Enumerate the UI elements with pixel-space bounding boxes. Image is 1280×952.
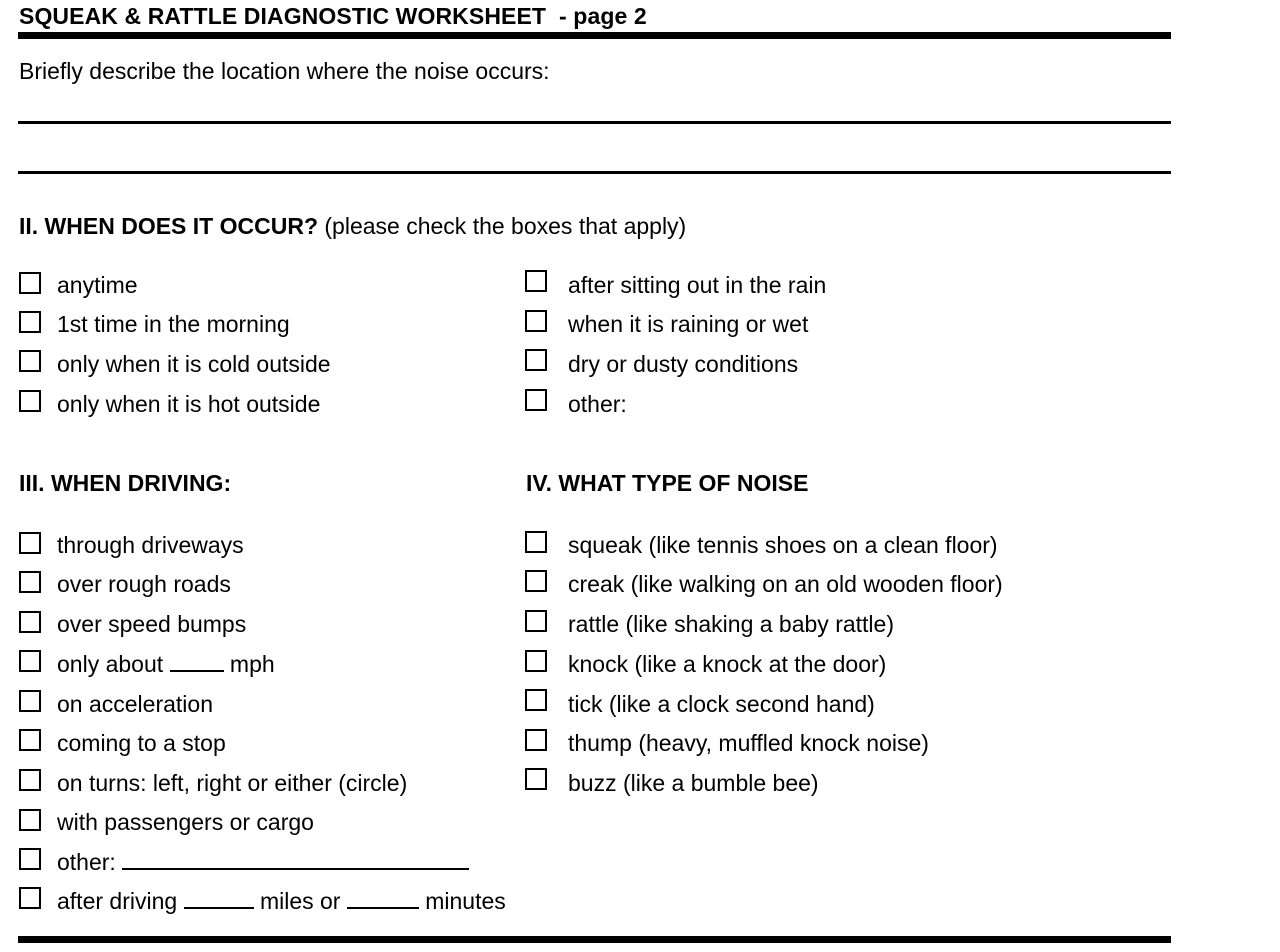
noise-type-title: IV. WHAT TYPE OF NOISE: [526, 470, 809, 496]
option-label: squeak (like tennis shoes on a clean floor): [568, 532, 998, 558]
driving-other-label: other:: [57, 849, 116, 875]
checkbox-acceleration[interactable]: [19, 690, 41, 712]
checkbox-passengers-cargo[interactable]: [19, 809, 41, 831]
option-label: coming to a stop: [57, 730, 226, 756]
checkbox-thump[interactable]: [525, 729, 547, 751]
checkbox-cold-outside[interactable]: [19, 350, 41, 372]
option-label: dry or dusty conditions: [568, 351, 799, 377]
checkbox-coming-to-stop[interactable]: [19, 729, 41, 751]
checkbox-buzz[interactable]: [525, 768, 547, 790]
checkbox-only-about-speed[interactable]: [19, 650, 41, 672]
section-noise-type-heading: [526, 470, 808, 497]
page-title: SQUEAK & RATTLE DIAGNOSTIC WORKSHEET - page 2: [19, 3, 647, 29]
option-label: with passengers or cargo: [57, 809, 314, 835]
driving-other-option: [57, 848, 469, 876]
option-label: on acceleration: [57, 691, 213, 717]
checkbox-squeak[interactable]: [525, 531, 547, 553]
option-label: through driveways: [57, 532, 244, 558]
checkbox-dry-dusty[interactable]: [525, 349, 547, 371]
speed-option: [57, 650, 275, 678]
checkbox-driveways[interactable]: [19, 532, 41, 554]
speed-blank[interactable]: [170, 650, 224, 672]
when-driving-title: III. WHEN DRIVING:: [19, 470, 232, 496]
checkbox-hot-outside[interactable]: [19, 390, 41, 412]
option-label: only when it is hot outside: [57, 391, 321, 417]
checkbox-raining-wet[interactable]: [525, 310, 547, 332]
when-occur-title: II. WHEN DOES IT OCCUR?: [19, 213, 318, 239]
driving-other-blank[interactable]: [122, 848, 469, 870]
checkbox-speed-bumps[interactable]: [19, 611, 41, 633]
option-label: over speed bumps: [57, 611, 247, 637]
location-line-2[interactable]: [18, 171, 1171, 174]
after-driving-middle: miles or: [259, 888, 341, 914]
option-label: when it is raining or wet: [568, 311, 809, 337]
speed-suffix: mph: [229, 651, 275, 677]
footer-rule: [18, 936, 1171, 943]
checkbox-rough-roads[interactable]: [19, 571, 41, 593]
option-label: creak (like walking on an old wooden floor): [568, 571, 1003, 597]
header-rule: [18, 32, 1171, 39]
checkbox-tick[interactable]: [525, 689, 547, 711]
after-driving-option: [57, 887, 506, 915]
option-label: over rough roads: [57, 571, 231, 597]
speed-prefix: only about: [57, 651, 164, 677]
checkbox-anytime[interactable]: [19, 272, 41, 294]
option-label: buzz (like a bumble bee): [568, 770, 819, 796]
option-label: anytime: [57, 272, 138, 298]
checkbox-knock[interactable]: [525, 650, 547, 672]
option-label: on turns: left, right or either (circle): [57, 770, 408, 796]
checkbox-creak[interactable]: [525, 570, 547, 592]
option-label: only when it is cold outside: [57, 351, 331, 377]
when-occur-note: (please check the boxes that apply): [324, 213, 687, 239]
checkbox-after-driving[interactable]: [19, 887, 41, 909]
after-driving-suffix: minutes: [425, 888, 506, 914]
location-line-1[interactable]: [18, 121, 1171, 124]
option-label: other:: [568, 391, 627, 417]
checkbox-on-turns[interactable]: [19, 769, 41, 791]
option-label: after sitting out in the rain: [568, 272, 827, 298]
checkbox-after-rain[interactable]: [525, 270, 547, 292]
option-label: tick (like a clock second hand): [568, 691, 875, 717]
section-when-driving-heading: [19, 470, 231, 497]
location-prompt: Briefly describe the location where the noise occurs:: [19, 58, 550, 84]
option-label: rattle (like shaking a baby rattle): [568, 611, 894, 637]
miles-blank[interactable]: [184, 887, 254, 909]
section-when-occur-heading: [19, 213, 686, 240]
minutes-blank[interactable]: [347, 887, 419, 909]
after-driving-prefix: after driving: [57, 888, 178, 914]
option-label: 1st time in the morning: [57, 311, 290, 337]
checkbox-rattle[interactable]: [525, 610, 547, 632]
option-label: thump (heavy, muffled knock noise): [568, 730, 929, 756]
checkbox-driving-other[interactable]: [19, 848, 41, 870]
checkbox-other-condition[interactable]: [525, 389, 547, 411]
option-label: knock (like a knock at the door): [568, 651, 887, 677]
checkbox-first-morning[interactable]: [19, 311, 41, 333]
